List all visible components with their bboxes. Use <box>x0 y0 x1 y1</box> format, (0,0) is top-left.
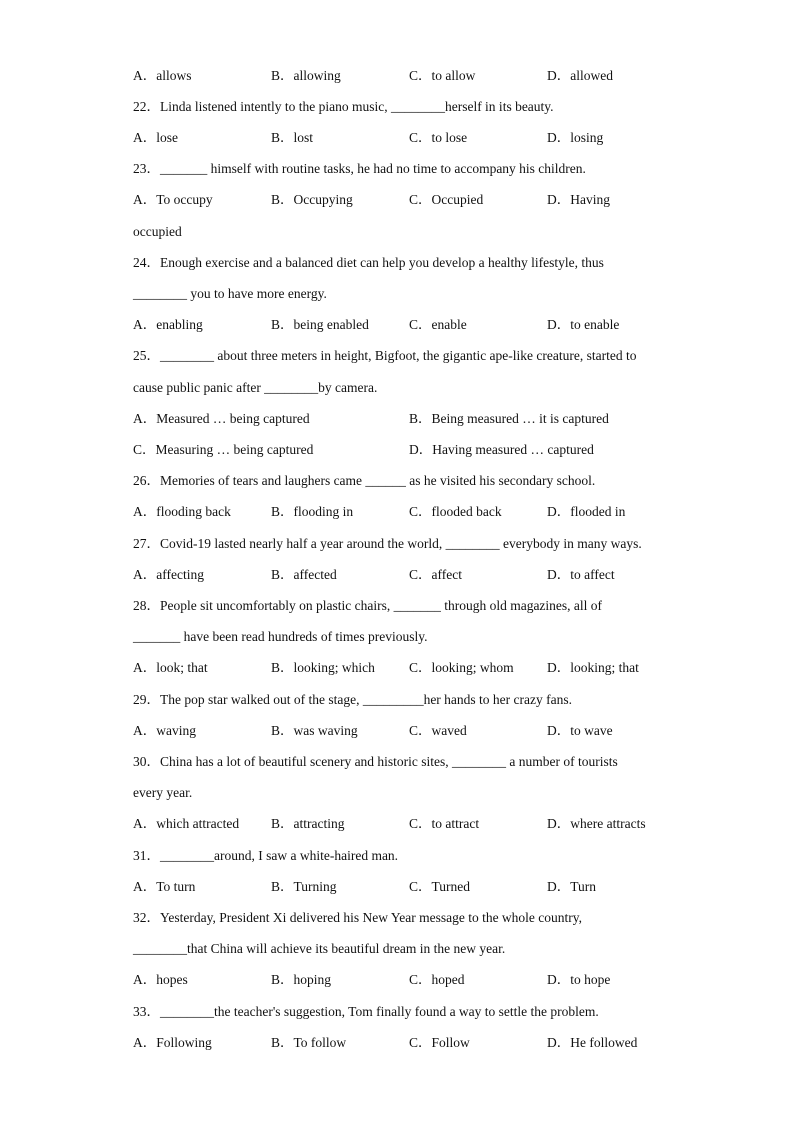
option-32-c: C．hoped <box>409 972 465 987</box>
option-28-b: B．looking; which <box>271 660 375 675</box>
question-22: 22．Linda listened intently to the piano music, ________herself in its beauty. <box>133 99 554 114</box>
question-25-continued: cause public panic after ________by camera. <box>133 380 378 395</box>
option-25-c: C．Measuring … being captured <box>133 442 314 457</box>
question-32-continued: ________that China will achieve its beautiful dream in the new year. <box>133 941 506 956</box>
option-33-a: A．Following <box>133 1035 212 1050</box>
option-29-b: B．was waving <box>271 723 358 738</box>
question-28: 28．People sit uncomfortably on plastic chairs, _______ through old magazines, all of <box>133 598 603 613</box>
option-25-a: A．Measured … being captured <box>133 411 310 426</box>
option-29-d: D．to wave <box>547 723 613 738</box>
option-24-a: A．enabling <box>133 317 203 332</box>
option-22-a: A．lose <box>133 130 178 145</box>
question-28-continued: _______ have been read hundreds of times previously. <box>133 629 428 644</box>
question-29: 29．The pop star walked out of the stage, _________her hands to her crazy fans. <box>133 692 573 707</box>
question-26: 26．Memories of tears and laughers came ______ as he visited his secondary school. <box>133 473 596 488</box>
option-24-b: B．being enabled <box>271 317 369 332</box>
question-24-continued: ________ you to have more energy. <box>133 286 327 301</box>
option-31-d: D．Turn <box>547 879 597 894</box>
option-25-b: B．Being measured … it is captured <box>409 411 609 426</box>
question-33: 33．________the teacher's suggestion, Tom finally found a way to settle the problem. <box>133 1004 599 1019</box>
option-21-b: B．allowing <box>271 68 341 83</box>
option-23-b: B．Occupying <box>271 192 353 207</box>
option-21-c: C．to allow <box>409 68 476 83</box>
option-31-b: B．Turning <box>271 879 337 894</box>
option-32-b: B．hoping <box>271 972 332 987</box>
option-27-c: C．affect <box>409 567 462 582</box>
option-30-c: C．to attract <box>409 816 480 831</box>
option-25-d: D．Having measured … captured <box>409 442 594 457</box>
option-28-d: D．looking; that <box>547 660 639 675</box>
option-26-d: D．flooded in <box>547 504 626 519</box>
option-32-a: A．hopes <box>133 972 188 987</box>
option-30-a: A．which attracted <box>133 816 240 831</box>
option-22-c: C．to lose <box>409 130 468 145</box>
option-33-b: B．To follow <box>271 1035 347 1050</box>
option-24-d: D．to enable <box>547 317 620 332</box>
option-30-d: D．where attracts <box>547 816 646 831</box>
option-21-d: D．allowed <box>547 68 613 83</box>
option-24-c: C．enable <box>409 317 467 332</box>
option-26-a: A．flooding back <box>133 504 231 519</box>
question-30-continued: every year. <box>133 785 193 800</box>
option-22-d: D．losing <box>547 130 604 145</box>
option-30-b: B．attracting <box>271 816 345 831</box>
option-32-d: D．to hope <box>547 972 611 987</box>
question-23: 23．_______ himself with routine tasks, he had no time to accompany his children. <box>133 161 586 176</box>
option-23-d-continued: occupied <box>133 224 182 239</box>
option-21-a: A．allows <box>133 68 192 83</box>
option-29-c: C．waved <box>409 723 467 738</box>
question-31: 31．________around, I saw a white-haired man. <box>133 848 399 863</box>
option-23-a: A．To occupy <box>133 192 213 207</box>
option-33-d: D．He followed <box>547 1035 638 1050</box>
option-28-a: A．look; that <box>133 660 208 675</box>
option-27-b: B．affected <box>271 567 337 582</box>
option-31-a: A．To turn <box>133 879 196 894</box>
option-33-c: C．Follow <box>409 1035 470 1050</box>
question-24: 24．Enough exercise and a balanced diet can help you develop a healthy lifestyle, thus <box>133 255 604 270</box>
option-28-c: C．looking; whom <box>409 660 514 675</box>
option-22-b: B．lost <box>271 130 314 145</box>
option-23-c: C．Occupied <box>409 192 484 207</box>
question-32: 32．Yesterday, President Xi delivered his New Year message to the whole country, <box>133 910 583 925</box>
option-27-a: A．affecting <box>133 567 204 582</box>
question-30: 30．China has a lot of beautiful scenery and historic sites, ________ a number of tourists <box>133 754 618 769</box>
option-23-d: D．Having <box>547 192 610 207</box>
option-27-d: D．to affect <box>547 567 615 582</box>
option-26-c: C．flooded back <box>409 504 502 519</box>
option-26-b: B．flooding in <box>271 504 354 519</box>
question-25: 25．________ about three meters in height, Bigfoot, the gigantic ape-like creature, started to <box>133 348 637 363</box>
option-31-c: C．Turned <box>409 879 471 894</box>
option-29-a: A．waving <box>133 723 196 738</box>
question-27: 27．Covid-19 lasted nearly half a year around the world, ________ everybody in many ways. <box>133 536 642 551</box>
